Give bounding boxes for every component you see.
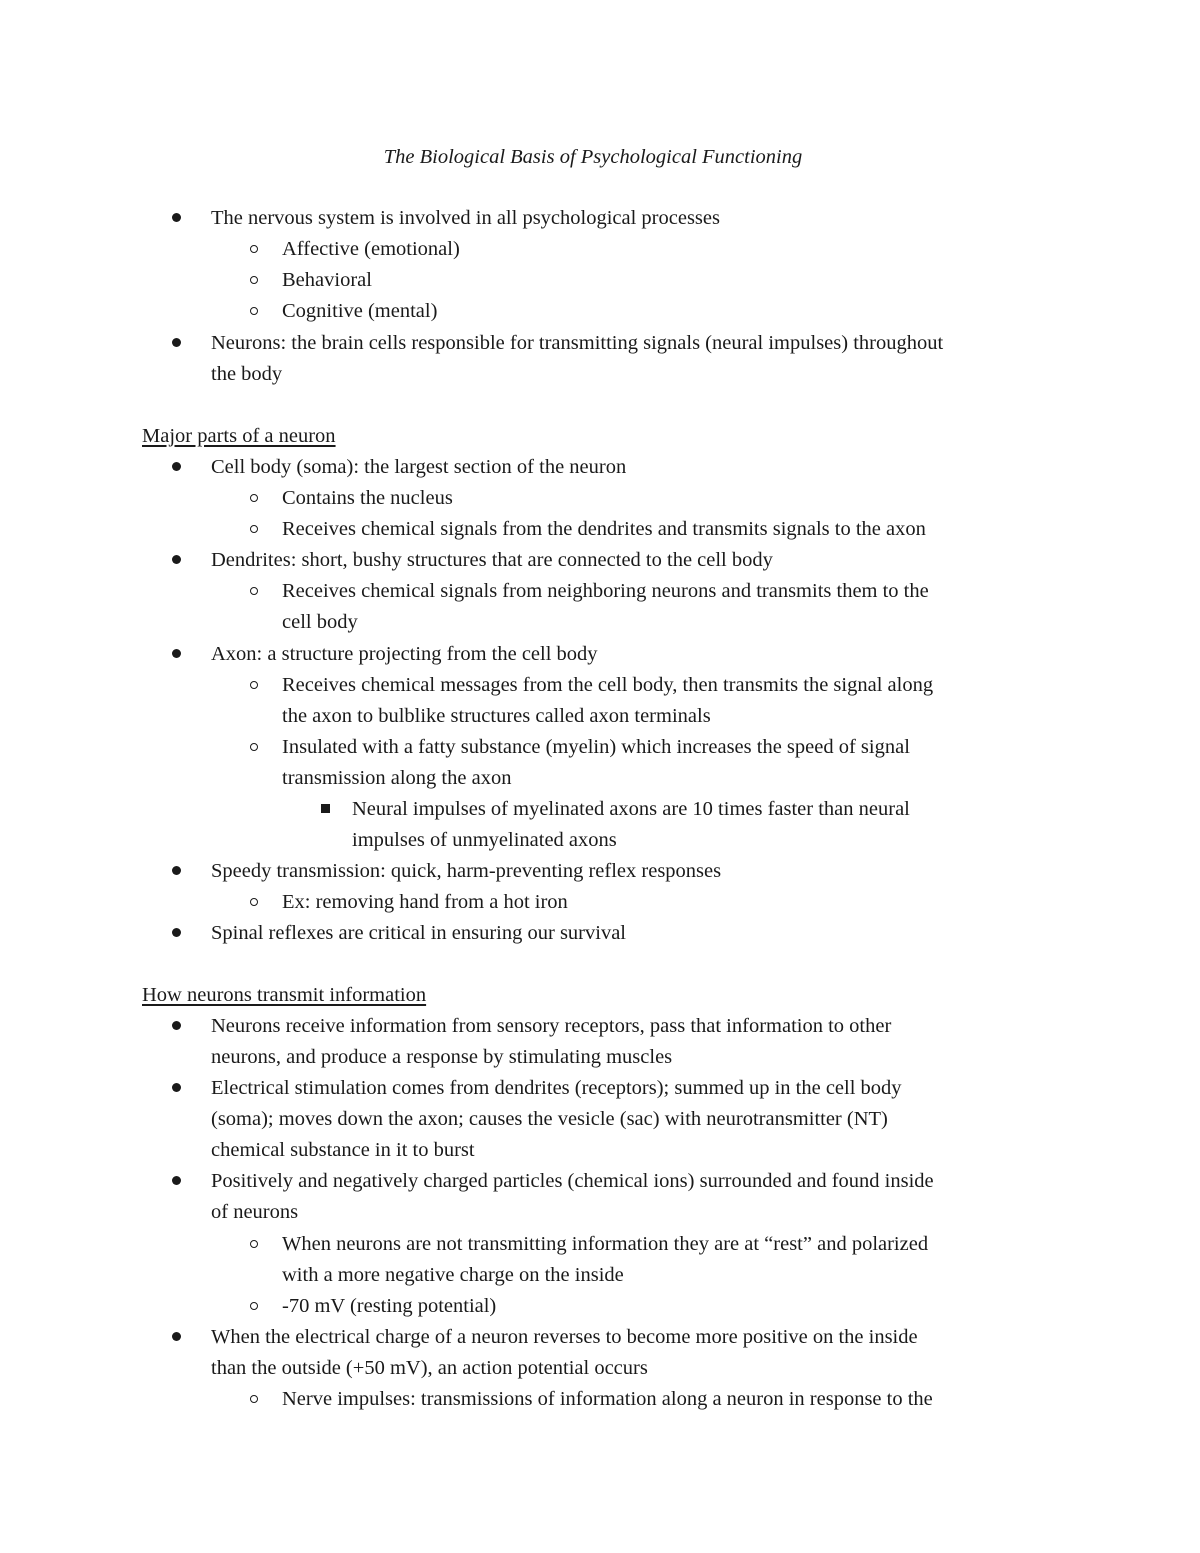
bullet-circle-icon: [250, 296, 258, 327]
list-item-continuation: transmission along the axon: [282, 767, 512, 789]
bullet-disc-icon: [172, 1073, 181, 1104]
list-item: Contains the nucleus: [282, 487, 453, 509]
bullet-disc-icon: [172, 1011, 181, 1042]
bullet-circle-icon: [250, 483, 258, 514]
list-item: Neurons receive information from sensory receptors, pass that information to other: [211, 1015, 892, 1037]
list-item: Dendrites: short, bushy structures that are connected to the cell body: [211, 549, 773, 571]
list-item-continuation: with a more negative charge on the inside: [282, 1264, 624, 1286]
list-item: Cognitive (mental): [282, 300, 438, 322]
list-item: Neural impulses of myelinated axons are 10 times faster than neural: [352, 798, 910, 820]
list-item: Neurons: the brain cells responsible for transmitting signals (neural impulses) throughout: [211, 332, 944, 354]
bullet-disc-icon: [172, 328, 181, 359]
list-item: -70 mV (resting potential): [282, 1295, 497, 1317]
bullet-disc-icon: [172, 856, 181, 887]
list-item-continuation: the body: [211, 363, 283, 385]
list-item-continuation: impulses of unmyelinated axons: [352, 829, 617, 851]
list-item-continuation: than the outside (+50 mV), an action potential occurs: [211, 1357, 648, 1379]
bullet-circle-icon: [250, 576, 258, 607]
list-item-continuation: neurons, and produce a response by stimulating muscles: [211, 1046, 673, 1068]
list-item: Insulated with a fatty substance (myelin) which increases the speed of signal: [282, 736, 910, 758]
list-item: Affective (emotional): [282, 238, 460, 260]
list-item: Receives chemical messages from the cell body, then transmits the signal along: [282, 674, 934, 696]
list-item: Electrical stimulation comes from dendrites (receptors); summed up in the cell body: [211, 1077, 902, 1099]
bullet-circle-icon: [250, 887, 258, 918]
list-item: Ex: removing hand from a hot iron: [282, 891, 568, 913]
bullet-disc-icon: [172, 452, 181, 483]
bullet-circle-icon: [250, 732, 258, 763]
bullet-disc-icon: [172, 918, 181, 949]
bullet-circle-icon: [250, 1229, 258, 1260]
list-item-continuation: cell body: [282, 611, 358, 633]
list-item: The nervous system is involved in all psychological processes: [211, 207, 720, 229]
bullet-circle-icon: [250, 514, 258, 545]
list-item-continuation: of neurons: [211, 1201, 299, 1223]
list-item-continuation: (soma); moves down the axon; causes the vesicle (sac) with neurotransmitter (NT): [211, 1108, 888, 1130]
list-item-continuation: the axon to bulblike structures called axon terminals: [282, 705, 711, 727]
section-heading-transmit: How neurons transmit information: [142, 984, 427, 1006]
bullet-disc-icon: [172, 639, 181, 670]
list-item: Axon: a structure projecting from the cell body: [211, 643, 598, 665]
bullet-disc-icon: [172, 1322, 181, 1353]
section-heading-major-parts: Major parts of a neuron: [142, 425, 336, 447]
bullet-circle-icon: [250, 265, 258, 296]
list-item: Spinal reflexes are critical in ensuring our survival: [211, 922, 626, 944]
bullet-circle-icon: [250, 1384, 258, 1415]
bullet-circle-icon: [250, 670, 258, 701]
list-item: Speedy transmission: quick, harm-preventing reflex responses: [211, 860, 722, 882]
bullet-disc-icon: [172, 1166, 181, 1197]
list-item-continuation: chemical substance in it to burst: [211, 1139, 475, 1161]
bullet-disc-icon: [172, 545, 181, 576]
list-item: Nerve impulses: transmissions of information along a neuron in response to the: [282, 1388, 933, 1410]
list-item: Behavioral: [282, 269, 372, 291]
bullet-square-icon: [321, 794, 330, 825]
bullet-disc-icon: [172, 203, 181, 234]
list-item: When neurons are not transmitting information they are at “rest” and polarized: [282, 1233, 929, 1255]
list-item: Cell body (soma): the largest section of the neuron: [211, 456, 627, 478]
list-item: Positively and negatively charged particles (chemical ions) surrounded and found inside: [211, 1170, 934, 1192]
bullet-circle-icon: [250, 1291, 258, 1322]
list-item: Receives chemical signals from neighboring neurons and transmits them to the: [282, 580, 929, 602]
list-item: Receives chemical signals from the dendrites and transmits signals to the axon: [282, 518, 926, 540]
bullet-circle-icon: [250, 234, 258, 265]
document-title: The Biological Basis of Psychological Functioning: [383, 146, 803, 168]
list-item: When the electrical charge of a neuron reverses to become more positive on the inside: [211, 1326, 918, 1348]
